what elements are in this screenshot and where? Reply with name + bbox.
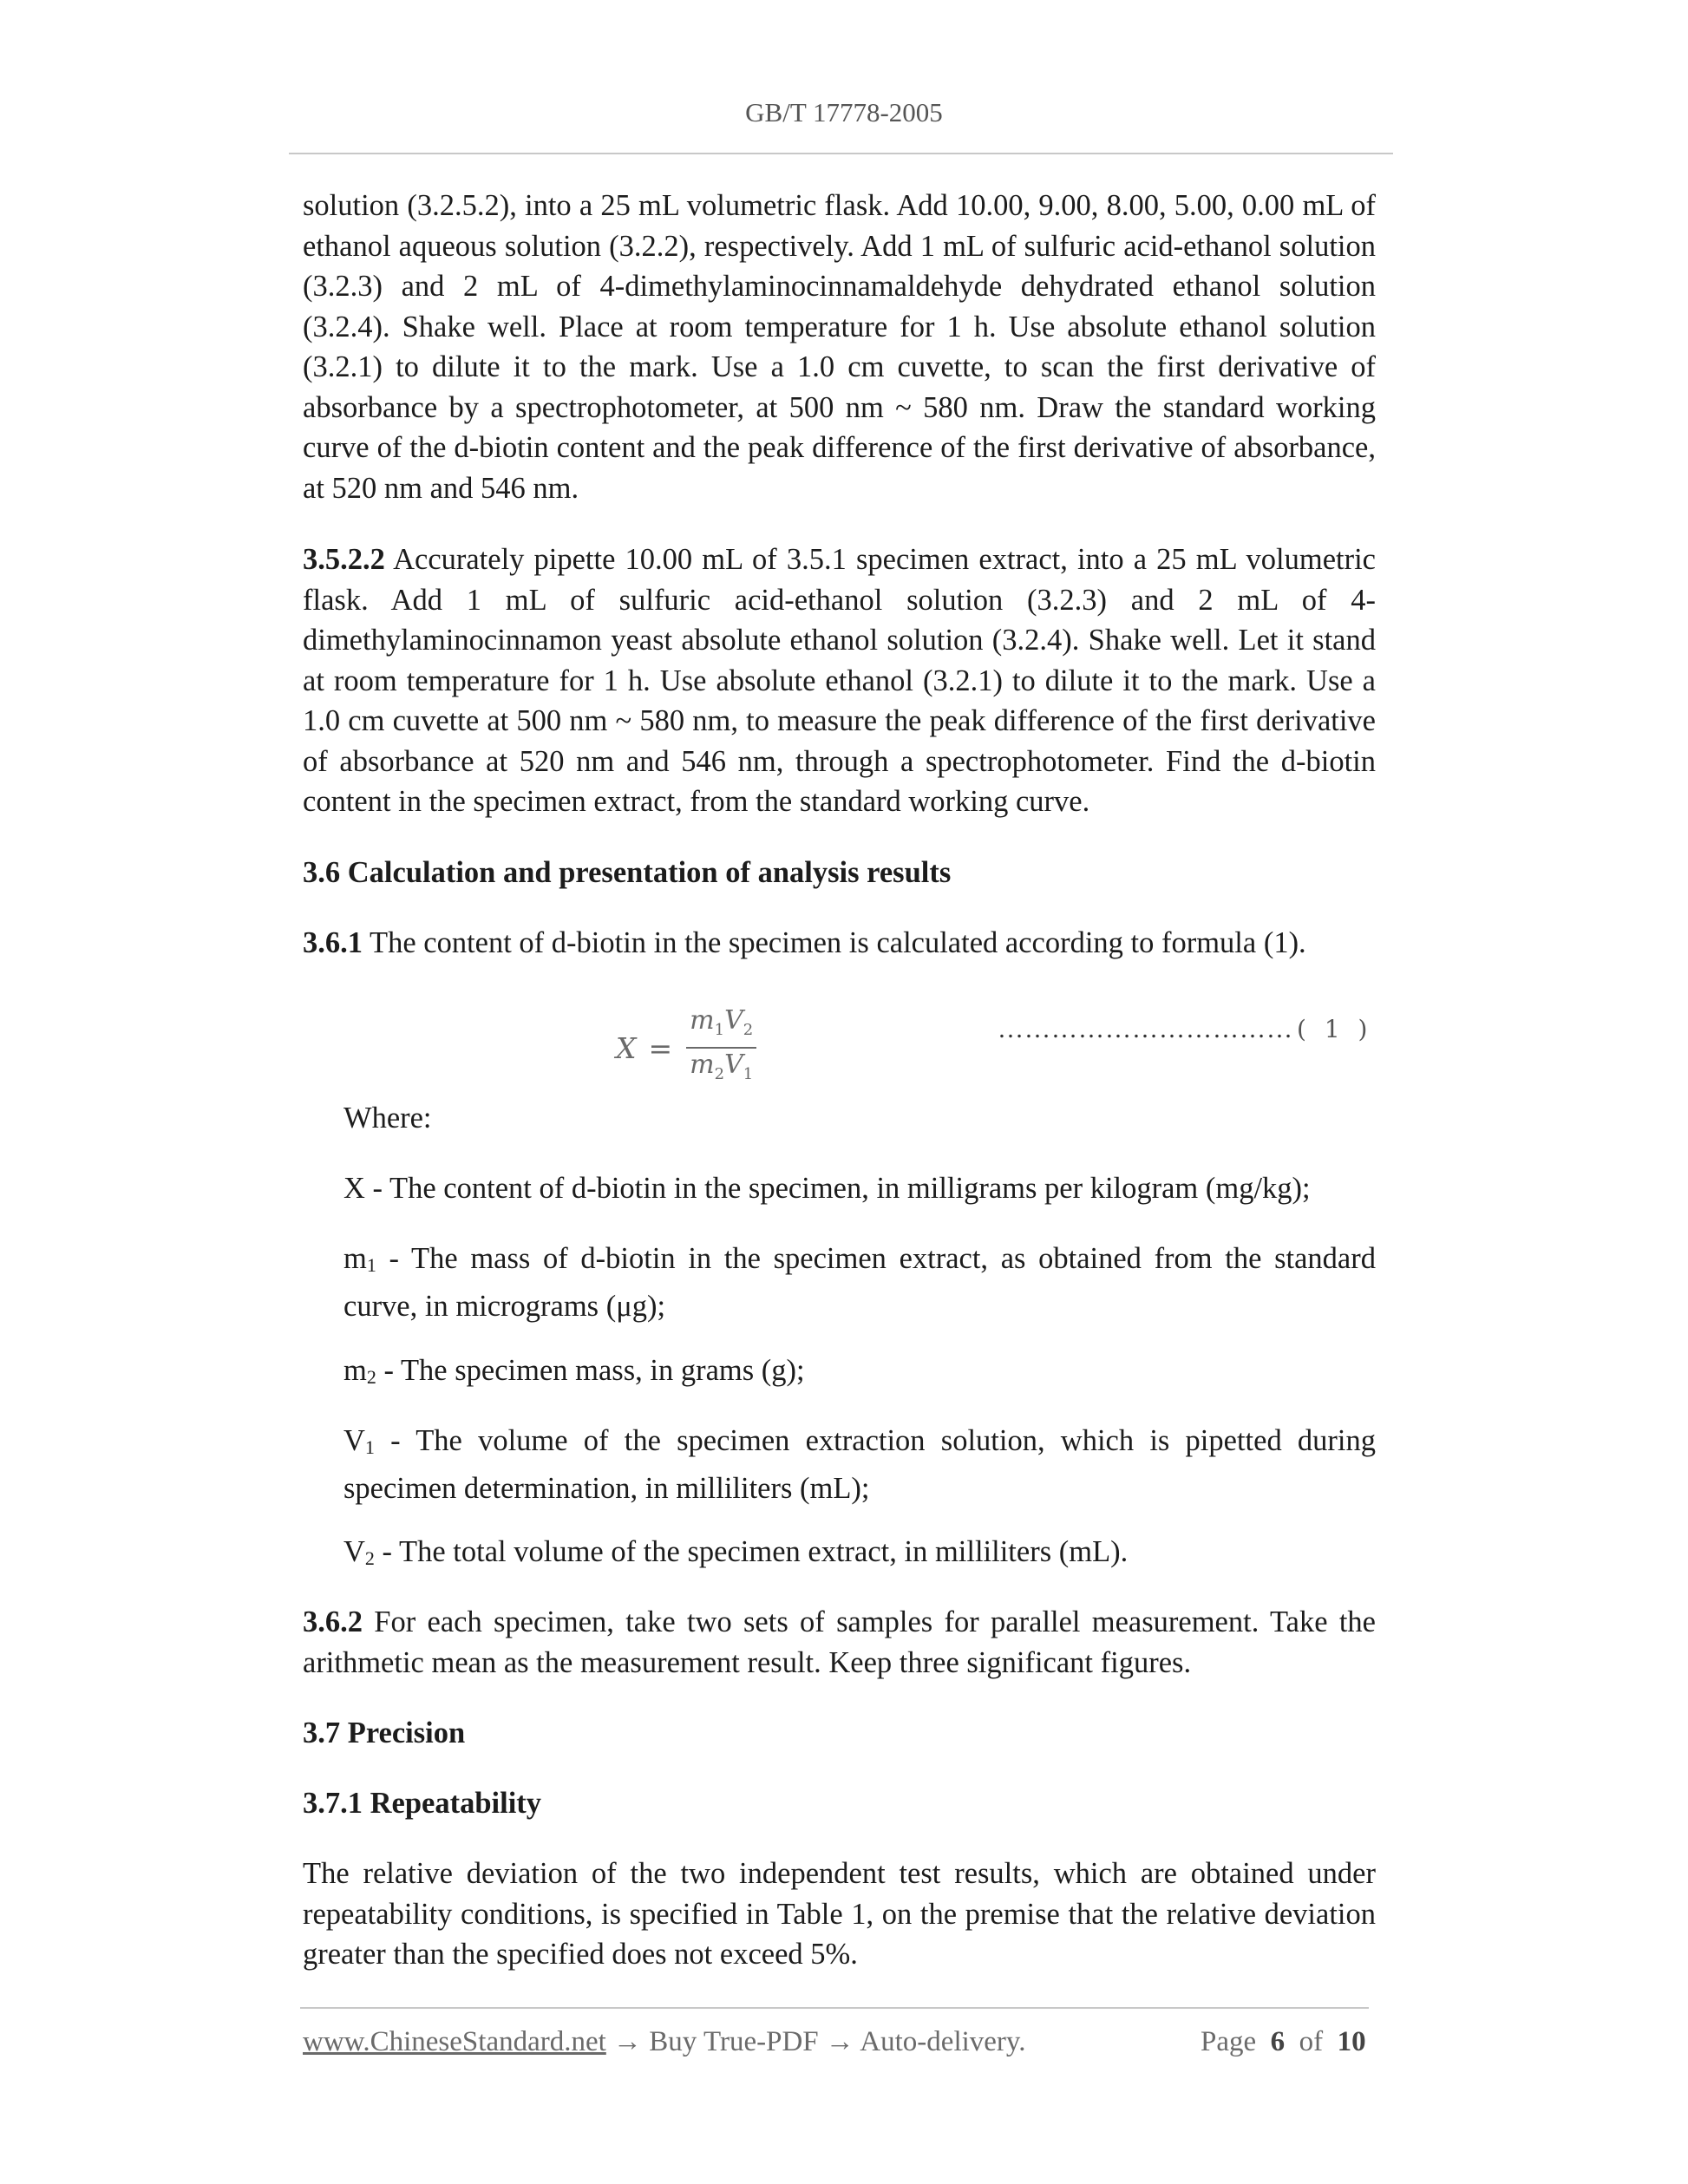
header-rule [289,153,1393,154]
section-number: 3.6.2 [303,1605,363,1638]
formula-number: ( 1 ) [1297,1015,1373,1043]
definition-m2: m2 - The specimen mass, in grams (g); [343,1354,805,1388]
formula-numerator: $m_1V_2$ [690,1005,754,1039]
section-3-6-1 [303,923,1376,964]
formula-fraction [686,1004,756,1091]
page-header: GB/T 17778-2005 [745,97,943,128]
section-number: 3.6.1 [303,926,363,959]
formula-lhs: X [616,1030,637,1065]
heading-3-6 [303,853,1376,893]
formula-leader-dots: …………………………… [998,1015,1293,1043]
formula-1 [616,1004,756,1091]
paragraph-continuation: solution (3.2.5.2), into a 25 mL volumetric flask. Add 10.00, 9.00, 8.00, 5.00, 0.00 mL of ethanol aqueous solution (3.2.2), respectively. Add 1 mL of sulfuric acid-ethanol solution (3.2.3) and 2 mL of 4-dimethylaminocinnamaldehyde dehydrated ethanol solution (3.2.4). Shake well. Place at room temperature for 1 h. Use absolute ethanol solution (3.2.1) to dilute it to the mark. Use a 1.0 cm cuvette, to scan the first derivative of absorbance by a spectrophotometer, at 500 nm ~ 580 nm. Draw the standard working curve of the d-biotin content and the peak difference of the first derivative of absorbance, at 520 nm and 546 nm. [303,189,1376,505]
footer-left [303,2026,1026,2058]
definition-v2: V2 - The total volume of the specimen extract, in milliliters (mL). [343,1535,1129,1569]
section-3-6-2 [303,1602,1376,1683]
section-text: For each specimen, take two sets of samples for parallel measurement. Take the arithmetic mean as the measurement result. Keep three significant figures. [303,1605,1376,1679]
section-3-5-2-2 [303,539,1376,822]
site-link[interactable]: www.ChineseStandard.net [303,2026,606,2057]
heading-3-7-1 [303,1783,1376,1824]
formula-denominator: $m_2V_1$ [690,1049,754,1083]
where-label: Where: [343,1102,432,1135]
current-page: 6 [1270,2026,1286,2057]
footer-promo: → Buy True-PDF → Auto-delivery. [605,2026,1026,2057]
definition-x: X - The content of d-biotin in the specimen, in milligrams per kilogram (mg/kg); [343,1172,1311,1205]
page-indicator: Page 6 of 10 [1201,2026,1366,2057]
definition-m1: m1 - The mass of d-biotin in the specimen extract, as obtained from the standard curve, in micrograms (μg); [343,1242,1376,1323]
section-text: The content of d-biotin in the specimen is calculated according to formula (1). [363,926,1306,959]
definition-v1: V1 - The volume of the specimen extraction solution, which is pipetted during specimen determination, in milliliters (mL); [343,1424,1376,1505]
section-text: Accurately pipette 10.00 mL of 3.5.1 specimen extract, into a 25 mL volumetric flask. Add 1 mL of sulfuric acid-ethanol solution (3.2.3) and 2 mL of 4-dimethylaminocinnamon yeast absolute ethanol solution (3.2.4). Shake well. Let it stand at room temperature for 1 h. Use absolute ethanol (3.2.1) to dilute it to the mark. Use a 1.0 cm cuvette at 500 nm ~ 580 nm, to measure the peak difference of the first derivative of absorbance at 520 nm and 546 nm, through a spectrophotometer. Find the d-biotin content in the specimen extract, from the standard working curve. [303,543,1376,818]
heading-text: 3.7 Precision [303,1716,466,1749]
heading-text: 3.7.1 Repeatability [303,1787,542,1820]
footer-rule [300,2007,1369,2009]
section-number: 3.5.2.2 [303,543,385,576]
heading-text: 3.6 Calculation and presentation of analysis results [303,856,952,889]
heading-3-7 [303,1713,1376,1754]
total-pages: 10 [1337,2026,1366,2057]
formula-equals: = [648,1030,673,1065]
paragraph-repeatability: The relative deviation of the two independent test results, which are obtained under repeatability conditions, is specified in Table 1, on the premise that the relative deviation greater than the specified does not exceed 5%. [303,1857,1376,1971]
